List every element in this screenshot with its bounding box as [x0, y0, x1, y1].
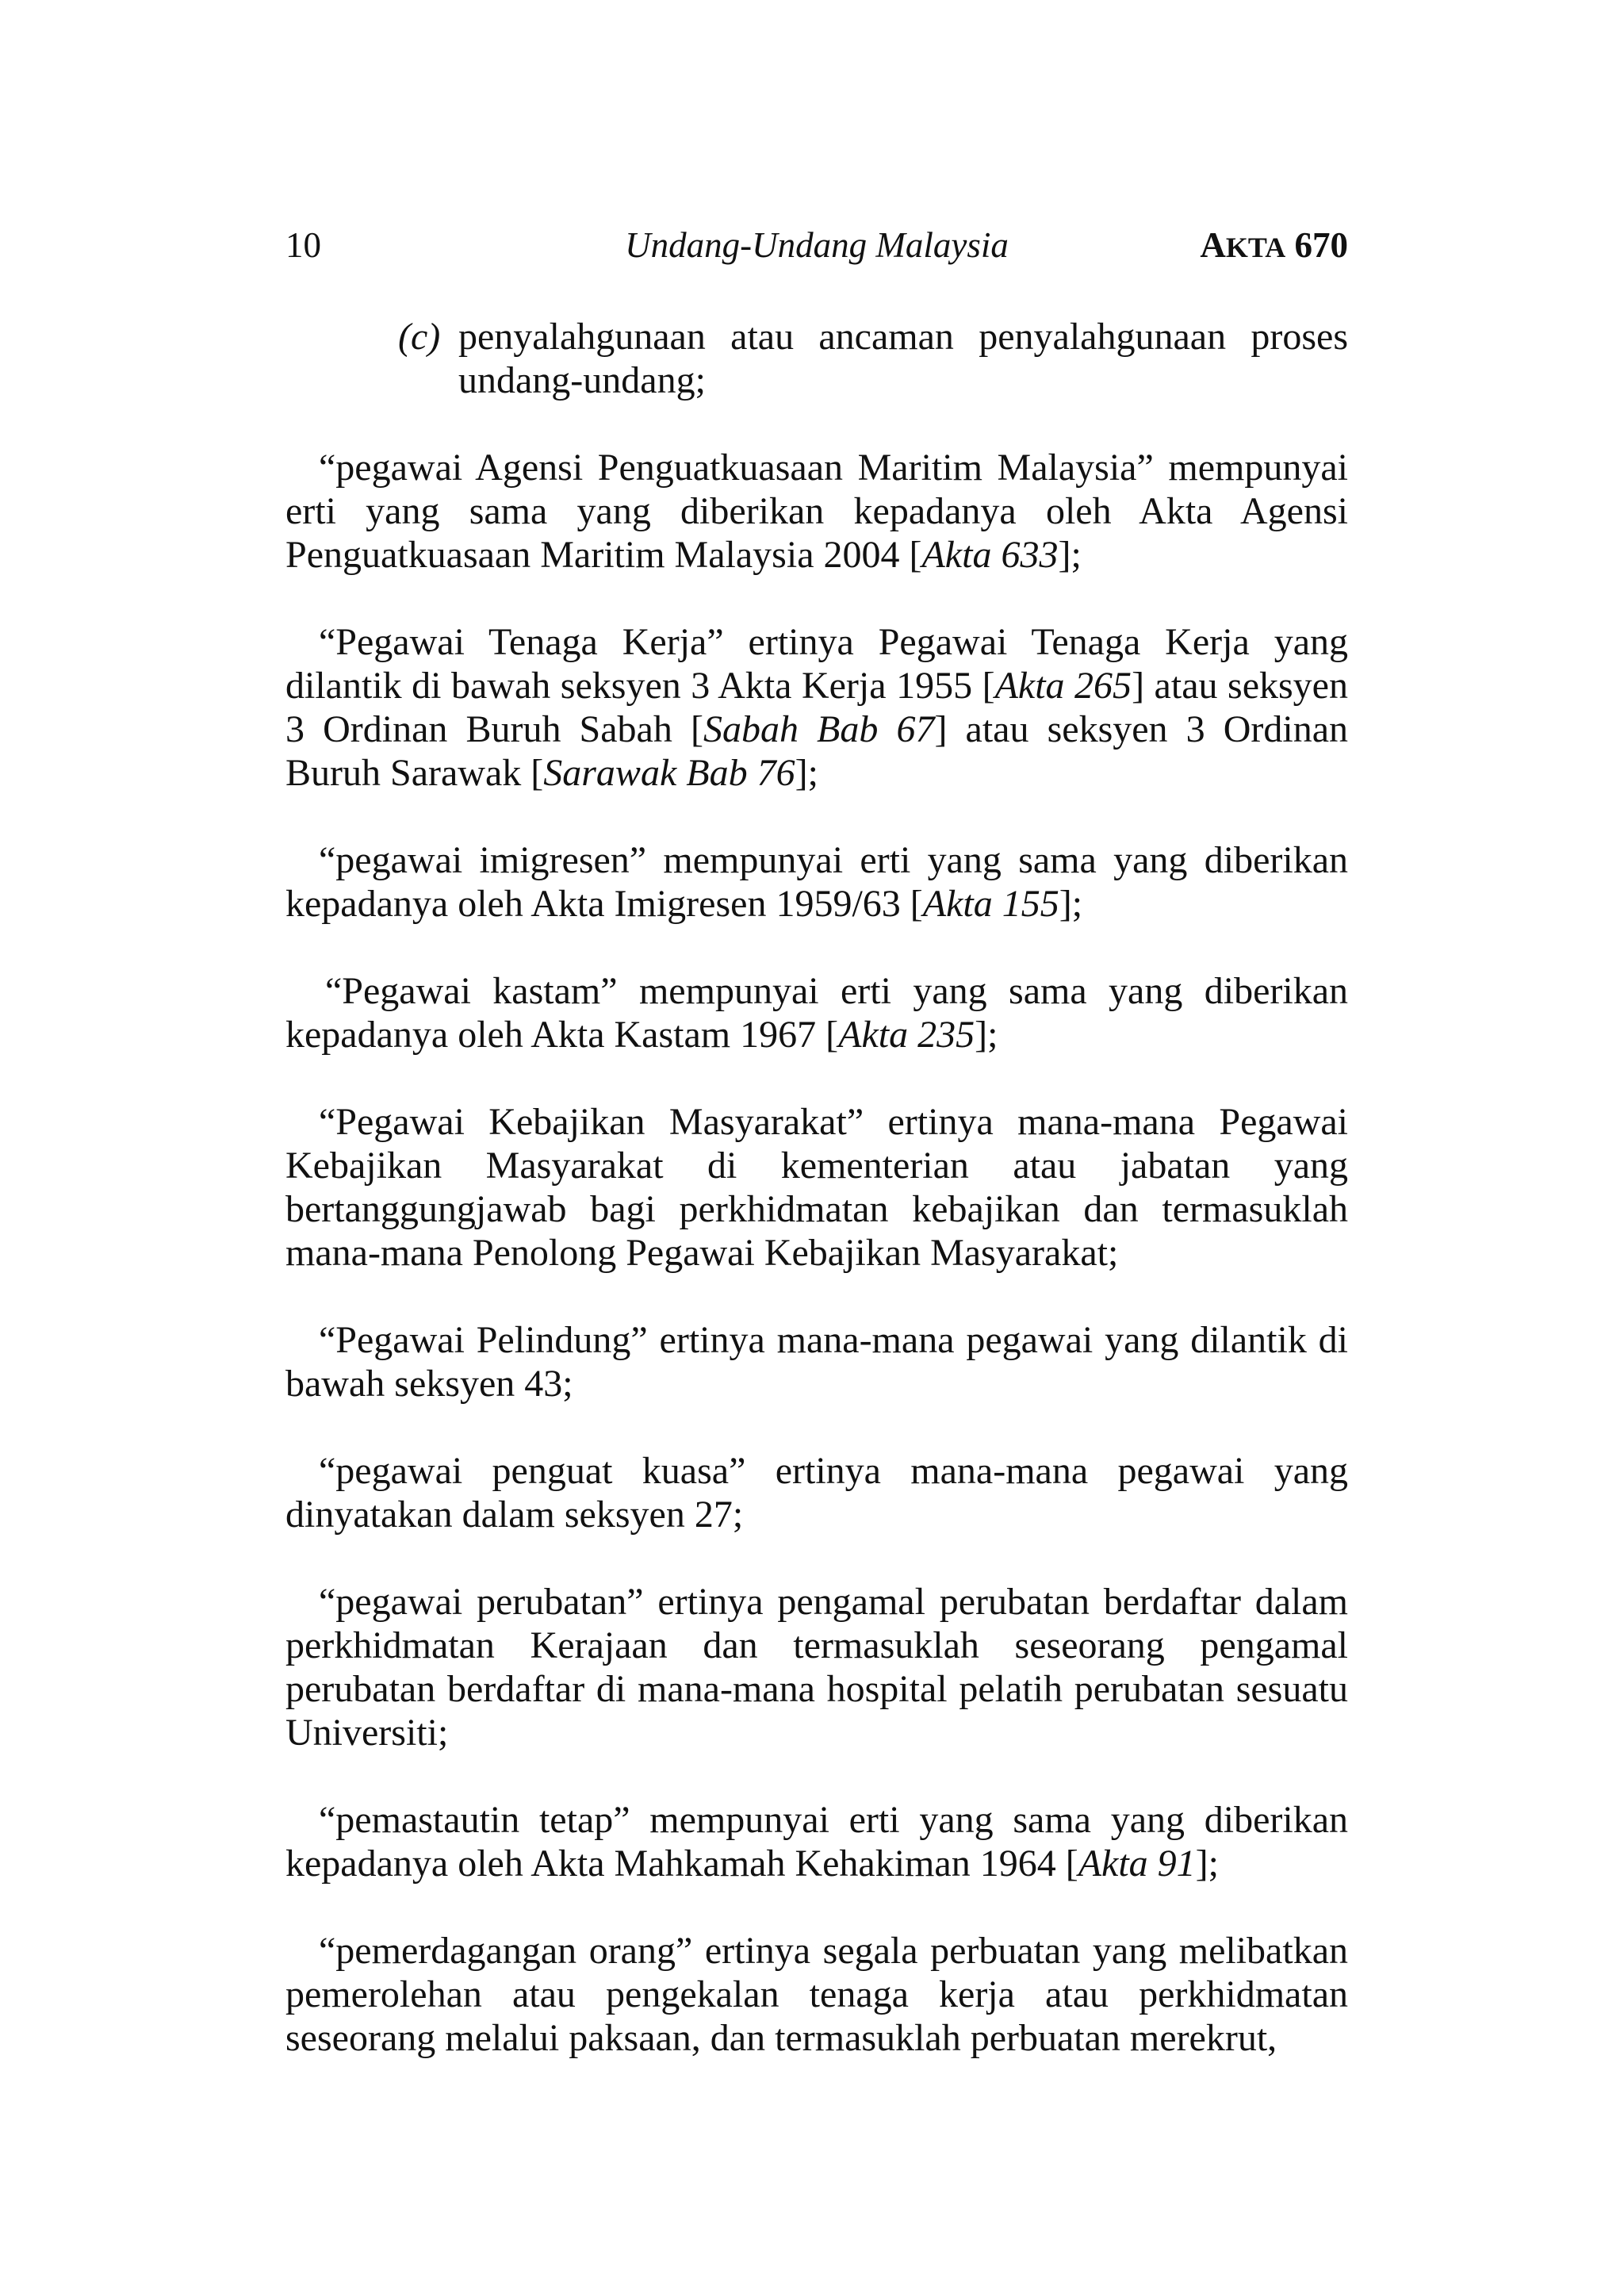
- act-citation: Akta 235: [838, 1014, 975, 1056]
- act-citation: Akta 633: [921, 534, 1059, 576]
- act-prefix: A: [1200, 225, 1226, 265]
- definition-pegawai-penguat-kuasa: “pegawai penguat kuasa” ertinya mana-mana pegawai yang dinyatakan dalam seksyen 27;: [285, 1450, 1348, 1536]
- definition-text-end: ];: [1059, 883, 1083, 925]
- definition-text: “pegawai Agensi Penguatkuasaan Maritim Malaysia” mempunyai erti yang sama yang diberikan kepadanya oleh Akta Agensi Penguatkuasaan Maritim Malaysia 2004 [: [285, 447, 1348, 576]
- item-text: penyalahgunaan atau ancaman penyalahgunaan proses undang-undang;: [458, 316, 1348, 401]
- page-number: 10: [285, 225, 321, 265]
- definition-text: “pemastautin tetap” mempunyai erti yang sama yang diberikan kepadanya oleh Akta Mahkamah Kehakiman 1964 [: [285, 1799, 1348, 1885]
- running-title: Undang-Undang Malaysia: [625, 225, 1009, 265]
- definition-pegawai-kastam: [285, 969, 1348, 1056]
- definition-text-mid: ] atau seksyen 3 Ordinan Buruh Sarawak [: [285, 708, 1349, 794]
- definition-text-end: ];: [1058, 534, 1082, 576]
- act-smallcaps: KTA: [1225, 232, 1286, 263]
- definition-text: “Pegawai kastam” mempunyai erti yang sama yang diberikan kepadanya oleh Akta Kastam 1967 [: [285, 970, 1348, 1056]
- act-citation: Akta 265: [994, 665, 1132, 707]
- act-citation: Akta 91: [1078, 1842, 1196, 1885]
- definition-text: “Pegawai Tenaga Kerja” ertinya Pegawai Tenaga Kerja yang dilantik di bawah seksyen 3 Akta Kerja 1955 [: [285, 621, 1348, 707]
- definition-text-mid: ] atau seksyen 3 Ordinan Buruh Sabah [: [285, 665, 1348, 750]
- paragraph-c: [285, 315, 1348, 402]
- definition-pegawai-kebajikan-masyarakat: “Pegawai Kebajikan Masyarakat” ertinya mana-mana Pegawai Kebajikan Masyarakat di kementerian atau jabatan yang bertanggungjawab bagi perkhidmatan kebajikan dan termasuklah mana-mana Penolong Pegawai Kebajikan Masyarakat;: [285, 1101, 1348, 1274]
- definition-pemastautin-tetap: [285, 1798, 1348, 1885]
- act-number-value: 670: [1294, 225, 1348, 265]
- act-citation: Akta 155: [922, 883, 1059, 925]
- definition-text-end: ];: [1195, 1842, 1219, 1885]
- act-number: [1200, 224, 1348, 266]
- definition-pegawai-agensi-maritim: [285, 446, 1348, 577]
- definition-text: “pegawai imigresen” mempunyai erti yang sama yang diberikan kepadanya oleh Akta Imigresen 1959/63 [: [285, 839, 1348, 925]
- definition-pegawai-imigresen: [285, 838, 1348, 926]
- definition-pegawai-tenaga-kerja: [285, 620, 1348, 795]
- sabah-citation: Sabah Bab 67: [703, 708, 935, 750]
- sarawak-citation: Sarawak Bab 76: [543, 752, 795, 794]
- document-body: [285, 315, 1348, 2103]
- definition-pegawai-perubatan: “pegawai perubatan” ertinya pengamal perubatan berdaftar dalam perkhidmatan Kerajaan dan termasuklah seseorang pengamal perubatan berdaftar di mana-mana hospital pelatih perubatan sesuatu Universiti;: [285, 1581, 1348, 1754]
- definition-pemerdagangan-orang: “pemerdagangan orang” ertinya segala perbuatan yang melibatkan pemerolehan atau pengekalan tenaga kerja atau perkhidmatan seseorang melalui paksaan, dan termasuklah perbuatan merekrut,: [285, 1930, 1348, 2059]
- definition-pegawai-pelindung: “Pegawai Pelindung” ertinya mana-mana pegawai yang dilantik di bawah seksyen 43;: [285, 1319, 1348, 1405]
- definition-text-end: ];: [975, 1014, 998, 1056]
- page-header: [285, 224, 1348, 280]
- definition-text-end: ];: [795, 752, 818, 794]
- item-label: (c): [398, 316, 441, 358]
